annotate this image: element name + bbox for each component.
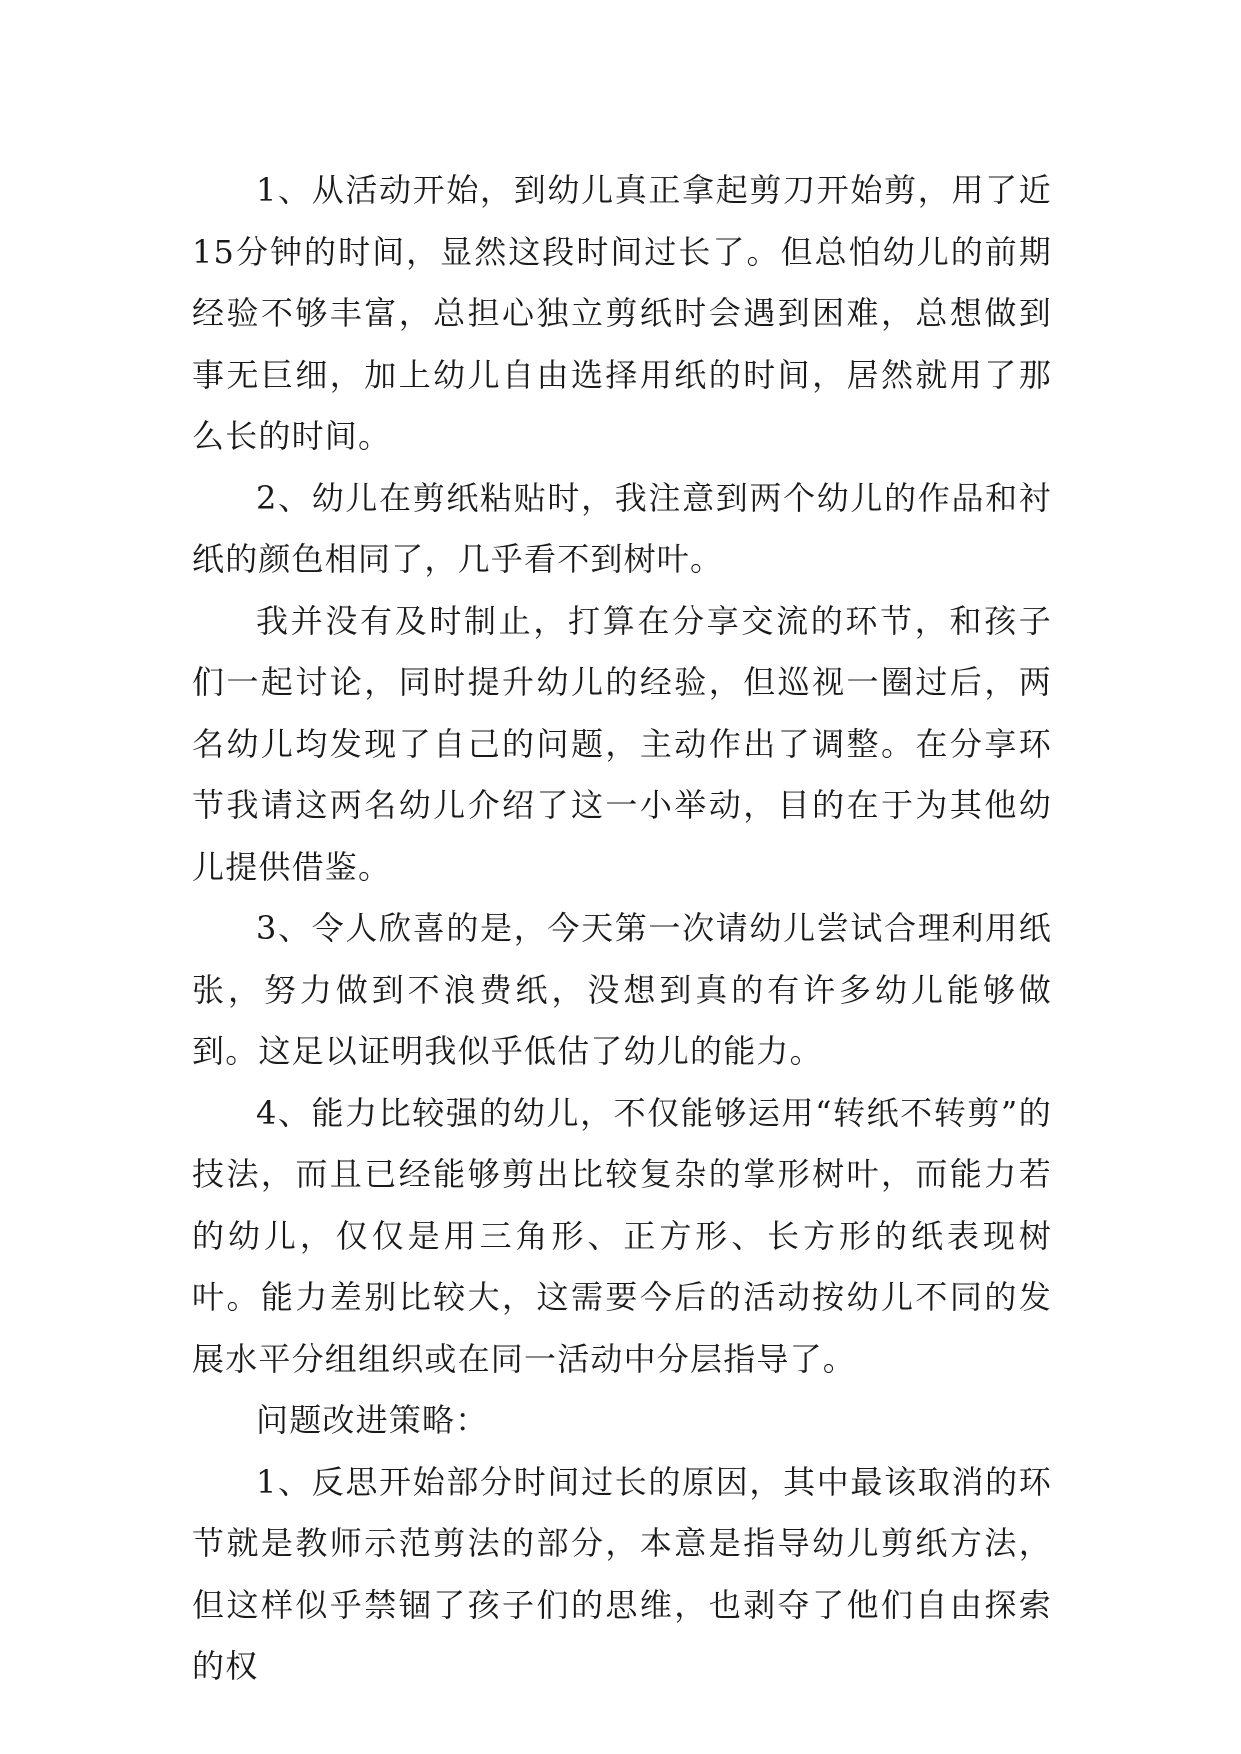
paragraph-3: 我并没有及时制止，打算在分享交流的环节，和孩子们一起讨论，同时提升幼儿的经验，但巡视一圈过后，两名幼儿均发现了自己的问题，主动作出了调整。在分享环节我请这两名幼儿介绍了这一小举动，目的在于为其他幼儿提供借鉴。 bbox=[192, 601, 1052, 886]
paragraph-4: 3、令人欣喜的是，今天第一次请幼儿尝试合理利用纸张，努力做到不浪费纸，没想到真的有许多幼儿能够做到。这足以证明我似乎低估了幼儿的能力。 bbox=[192, 909, 1052, 1070]
document-body bbox=[192, 160, 1052, 1698]
paragraph-2: 2、幼儿在剪纸粘贴时，我注意到两个幼儿的作品和衬纸的颜色相同了，几乎看不到树叶。 bbox=[192, 478, 1052, 578]
paragraph-5: 4、能力比较强的幼儿，不仅能够运用“转纸不转剪”的技法，而且已经能够剪出比较复杂的掌形树叶，而能力若的幼儿，仅仅是用三角形、正方形、长方形的纸表现树叶。能力差别比较大，这需要今后的活动按幼儿不同的发展水平分组组织或在同一活动中分层指导了。 bbox=[192, 1093, 1052, 1378]
paragraph-7: 1、反思开始部分时间过长的原因，其中最该取消的环节就是教师示范剪法的部分，本意是指导幼儿剪纸方法，但这样似乎禁锢了孩子们的思维，也剥夺了他们自由探索的权 bbox=[192, 1462, 1052, 1685]
section-heading-improvement: 问题改进策略： bbox=[256, 1401, 489, 1439]
paragraph-1: 1、从活动开始，到幼儿真正拿起剪刀开始剪，用了近15分钟的时间，显然这段时间过长了。但总怕幼儿的前期经验不够丰富，总担心独立剪纸时会遇到困难，总想做到事无巨细，加上幼儿自由选择用纸的时间，居然就用了那么长的时间。 bbox=[192, 171, 1052, 455]
